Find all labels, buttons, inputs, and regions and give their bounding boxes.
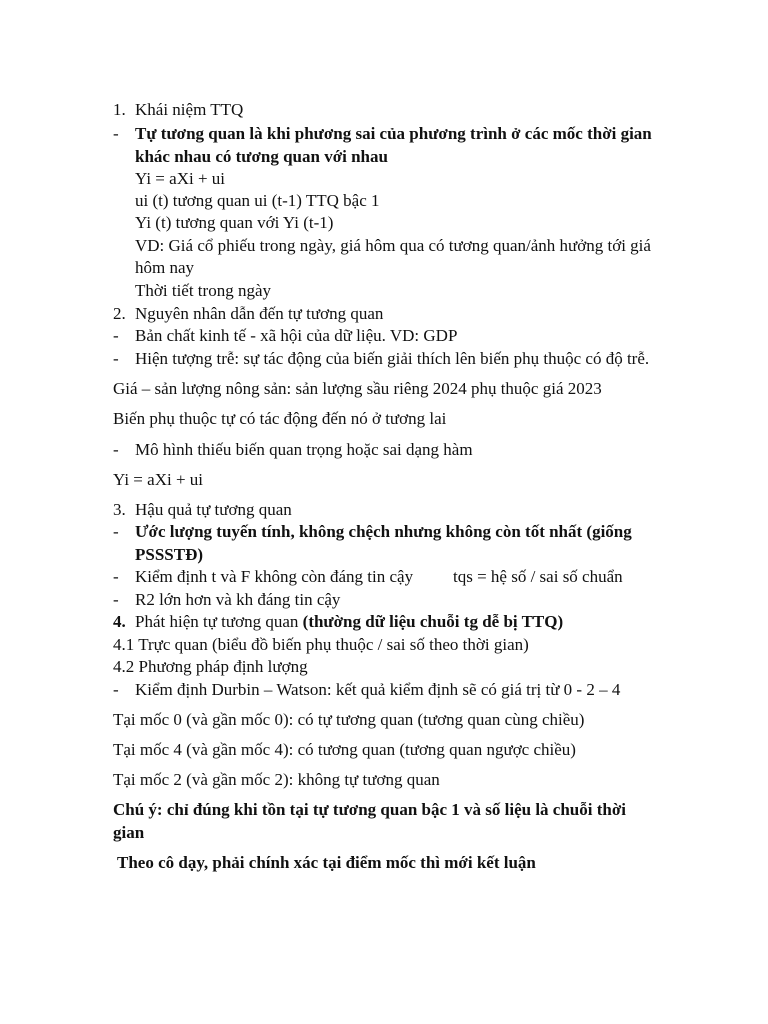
note-line-2: gian	[113, 823, 145, 842]
t-statistic-formula: tqs = hệ số / sai số chuẩn	[453, 567, 623, 586]
note-line-1: Chú ý: chỉ đúng khi tồn tại tự tương quan bậc 1 và số liệu là chuỗi thời	[113, 800, 626, 819]
consequence-bullet-3: R2 lớn hơn và kh đáng tin cậy	[135, 590, 341, 609]
section-4-number: 4.	[113, 612, 126, 631]
definition-line-1: Tự tương quan là khi phương sai của phương trình ở các mốc thời gian	[135, 124, 652, 143]
bullet-dash: -	[113, 326, 119, 345]
definition-line-2: khác nhau có tương quan với nhau	[135, 147, 388, 166]
cause-paragraph-2: Biến phụ thuộc tự có tác động đến nó ở tương lai	[113, 409, 447, 428]
threshold-2-line: Tại mốc 2 (và gần mốc 2): không tự tương quan	[113, 770, 440, 789]
bullet-dash: -	[113, 590, 119, 609]
cause-bullet-1: Bản chất kinh tế - xã hội của dữ liệu. VD: GDP	[135, 326, 458, 345]
consequence-bullet-1-line-1: Ước lượng tuyến tính, không chệch nhưng không còn tốt nhất (giống	[135, 522, 632, 541]
section-4-title-plain: Phát hiện tự tương quan	[135, 612, 303, 631]
bullet-dash: -	[113, 522, 119, 541]
consequence-bullet-2: Kiểm định t và F không còn đáng tin cậy	[135, 567, 414, 586]
weather-line: Thời tiết trong ngày	[135, 281, 271, 300]
bullet-dash: -	[113, 349, 119, 368]
subsection-4-2: 4.2 Phương pháp định lượng	[113, 657, 308, 676]
section-1-number: 1.	[113, 100, 126, 119]
section-2-title: Nguyên nhân dẫn đến tự tương quan	[135, 304, 384, 323]
threshold-0-line: Tại mốc 0 (và gần mốc 0): có tự tương quan (tương quan cùng chiều)	[113, 710, 585, 729]
cause-paragraph-1: Giá – sản lượng nông sản: sản lượng sầu riêng 2024 phụ thuộc giá 2023	[113, 379, 602, 398]
bullet-dash: -	[113, 680, 119, 699]
bullet-dash: -	[113, 124, 119, 143]
cause-bullet-2: Hiện tượng trễ: sự tác động của biến giải thích lên biến phụ thuộc có độ trễ.	[135, 349, 650, 368]
example-line-1: VD: Giá cổ phiếu trong ngày, giá hôm qua có tương quan/ảnh hưởng tới giá	[135, 236, 651, 255]
teacher-note: Theo cô dạy, phải chính xác tại điểm mốc thì mới kết luận	[117, 853, 536, 872]
section-2-number: 2.	[113, 304, 126, 323]
equation-2: Yi = aXi + ui	[113, 470, 204, 489]
equation-1: Yi = aXi + ui	[135, 169, 226, 188]
ui-correlation-line: ui (t) tương quan ui (t-1) TTQ bậc 1	[135, 191, 380, 210]
section-1-title: Khái niệm TTQ	[135, 100, 244, 119]
section-3-number: 3.	[113, 500, 126, 519]
bullet-dash: -	[113, 440, 119, 459]
section-4-title	[135, 611, 563, 633]
example-line-2: hôm nay	[135, 258, 195, 277]
consequence-bullet-1-line-2: PSSSTĐ)	[135, 545, 204, 564]
subsection-4-1: 4.1 Trực quan (biểu đồ biến phụ thuộc / sai số theo thời gian)	[113, 635, 529, 654]
section-4-title-bold: (thường dữ liệu chuỗi tg dễ bị TTQ)	[302, 612, 564, 631]
section-3-title: Hậu quả tự tương quan	[135, 500, 292, 519]
cause-bullet-3: Mô hình thiếu biến quan trọng hoặc sai dạng hàm	[135, 440, 473, 459]
durbin-watson-bullet: Kiểm định Durbin – Watson: kết quả kiểm định sẽ có giá trị từ 0 - 2 – 4	[135, 680, 621, 699]
bullet-dash: -	[113, 567, 119, 586]
threshold-4-line: Tại mốc 4 (và gần mốc 4): có tương quan (tương quan ngược chiều)	[113, 740, 576, 759]
yi-correlation-line: Yi (t) tương quan với Yi (t-1)	[135, 213, 334, 232]
